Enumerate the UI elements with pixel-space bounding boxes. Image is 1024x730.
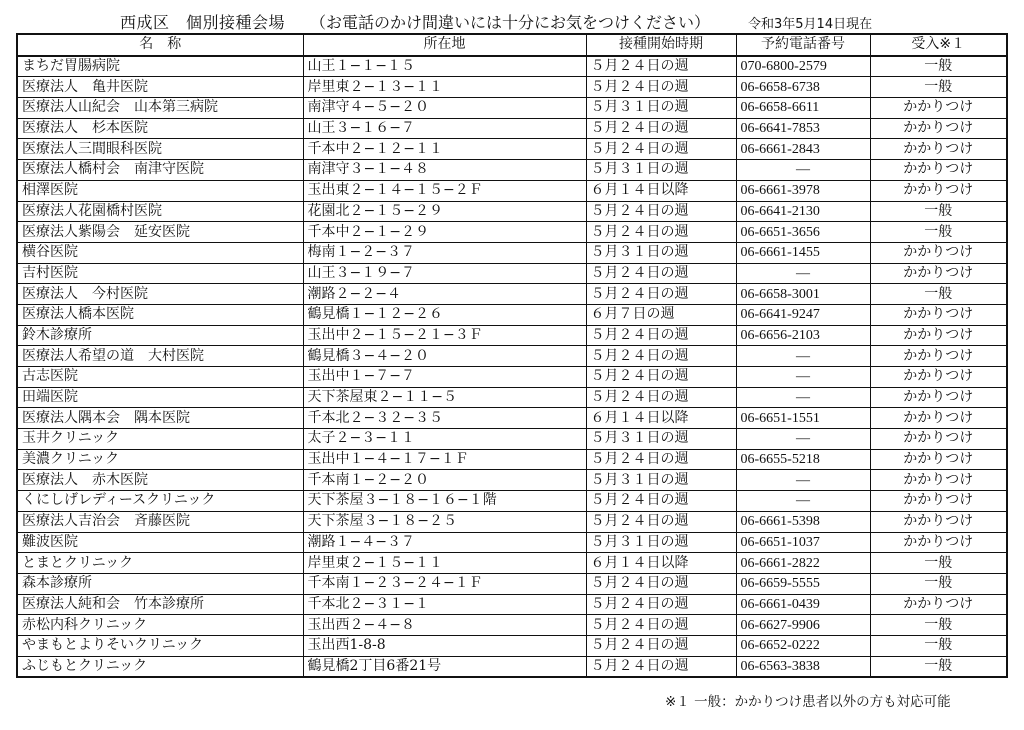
clinic-address: 南津守３−１−４８ bbox=[303, 160, 586, 181]
table-row bbox=[17, 635, 1007, 656]
start-period: ５月２４日の週 bbox=[586, 118, 736, 139]
reservation-phone: 06-6661-5398 bbox=[736, 511, 870, 532]
clinic-address: 玉出中１−７−７ bbox=[303, 367, 586, 388]
clinic-name: 医療法人 杉本医院 bbox=[17, 118, 303, 139]
clinic-address: 山王３−１９−７ bbox=[303, 263, 586, 284]
clinic-name: 医療法人 亀井医院 bbox=[17, 77, 303, 98]
table-row bbox=[17, 656, 1007, 677]
column-header-accept: 受入※１ bbox=[870, 34, 1007, 56]
clinic-name: 田端医院 bbox=[17, 387, 303, 408]
reservation-phone: 06-6627-9906 bbox=[736, 615, 870, 636]
clinic-name: 相澤医院 bbox=[17, 180, 303, 201]
clinic-name: 医療法人 今村医院 bbox=[17, 284, 303, 305]
reservation-phone: 06-6661-2822 bbox=[736, 553, 870, 574]
acceptance-type: 一般 bbox=[870, 201, 1007, 222]
start-period: ５月２４日の週 bbox=[586, 573, 736, 594]
start-period: ６月１４日以降 bbox=[586, 408, 736, 429]
reservation-phone: 06-6658-6738 bbox=[736, 77, 870, 98]
table-row bbox=[17, 553, 1007, 574]
clinic-name: とまとクリニック bbox=[17, 553, 303, 574]
table-row bbox=[17, 408, 1007, 429]
acceptance-type: かかりつけ bbox=[870, 491, 1007, 512]
table-row bbox=[17, 284, 1007, 305]
reservation-phone: — bbox=[736, 470, 870, 491]
clinic-name: 美濃クリニック bbox=[17, 449, 303, 470]
reservation-phone: — bbox=[736, 367, 870, 388]
acceptance-type: 一般 bbox=[870, 284, 1007, 305]
reservation-phone: 06-6656-2103 bbox=[736, 325, 870, 346]
clinic-name: 赤松内科クリニック bbox=[17, 615, 303, 636]
reservation-phone: 06-6661-1455 bbox=[736, 242, 870, 263]
table-row bbox=[17, 304, 1007, 325]
clinic-address: 山王１−１−１５ bbox=[303, 56, 586, 77]
clinic-address: 潮路２−２−４ bbox=[303, 284, 586, 305]
clinic-name: 医療法人 赤木医院 bbox=[17, 470, 303, 491]
document-title: 西成区 個別接種会場 bbox=[120, 13, 286, 32]
acceptance-type: 一般 bbox=[870, 615, 1007, 636]
table-row bbox=[17, 160, 1007, 181]
clinic-name: 森本診療所 bbox=[17, 573, 303, 594]
acceptance-type: かかりつけ bbox=[870, 160, 1007, 181]
acceptance-type: 一般 bbox=[870, 77, 1007, 98]
table-row bbox=[17, 325, 1007, 346]
reservation-phone: 06-6661-2843 bbox=[736, 139, 870, 160]
reservation-phone: — bbox=[736, 346, 870, 367]
table-row bbox=[17, 367, 1007, 388]
table-row bbox=[17, 56, 1007, 77]
column-header-start: 接種開始時期 bbox=[586, 34, 736, 56]
clinic-address: 天下茶屋東２−１１−５ bbox=[303, 387, 586, 408]
acceptance-type: かかりつけ bbox=[870, 118, 1007, 139]
reservation-phone: 06-6661-0439 bbox=[736, 594, 870, 615]
reservation-phone: 070-6800-2579 bbox=[736, 56, 870, 77]
reservation-phone: — bbox=[736, 491, 870, 512]
reservation-phone: 06-6659-5555 bbox=[736, 573, 870, 594]
reservation-phone: 06-6651-1037 bbox=[736, 532, 870, 553]
reservation-phone: 06-6563-3838 bbox=[736, 656, 870, 677]
table-row bbox=[17, 491, 1007, 512]
table-row bbox=[17, 532, 1007, 553]
clinic-name: 医療法人吉治会 斉藤医院 bbox=[17, 511, 303, 532]
acceptance-type: 一般 bbox=[870, 553, 1007, 574]
acceptance-type: かかりつけ bbox=[870, 346, 1007, 367]
table-row bbox=[17, 118, 1007, 139]
column-header-tel: 予約電話番号 bbox=[736, 34, 870, 56]
reservation-phone: 06-6641-7853 bbox=[736, 118, 870, 139]
column-header-name: 名 称 bbox=[17, 34, 303, 56]
table-row bbox=[17, 98, 1007, 119]
acceptance-type: 一般 bbox=[870, 656, 1007, 677]
acceptance-type: かかりつけ bbox=[870, 263, 1007, 284]
clinic-name: 医療法人純和会 竹本診療所 bbox=[17, 594, 303, 615]
clinic-address: 天下茶屋３−１８−１６−１階 bbox=[303, 491, 586, 512]
start-period: ６月１４日以降 bbox=[586, 553, 736, 574]
acceptance-type: かかりつけ bbox=[870, 242, 1007, 263]
acceptance-type: 一般 bbox=[870, 56, 1007, 77]
clinic-address: 天下茶屋３−１８−２５ bbox=[303, 511, 586, 532]
clinic-name: 医療法人花園橋村医院 bbox=[17, 201, 303, 222]
clinic-address: 千本南１−２３−２４−１Ｆ bbox=[303, 573, 586, 594]
clinic-address: 岸里東２−１３−１１ bbox=[303, 77, 586, 98]
start-period: ６月７日の週 bbox=[586, 304, 736, 325]
acceptance-type: 一般 bbox=[870, 573, 1007, 594]
table-row bbox=[17, 139, 1007, 160]
acceptance-type: かかりつけ bbox=[870, 429, 1007, 450]
clinic-name: やまもとよりそいクリニック bbox=[17, 635, 303, 656]
table-row bbox=[17, 511, 1007, 532]
start-period: ５月２４日の週 bbox=[586, 222, 736, 243]
clinic-address: 玉出中１−４−１７−１Ｆ bbox=[303, 449, 586, 470]
table-row bbox=[17, 263, 1007, 284]
start-period: ５月２４日の週 bbox=[586, 346, 736, 367]
clinic-address: 玉出中２−１５−２１−３Ｆ bbox=[303, 325, 586, 346]
table-row bbox=[17, 449, 1007, 470]
acceptance-type: かかりつけ bbox=[870, 532, 1007, 553]
clinic-address: 潮路１−４−３７ bbox=[303, 532, 586, 553]
table-row bbox=[17, 201, 1007, 222]
reservation-phone: 06-6661-3978 bbox=[736, 180, 870, 201]
reservation-phone: 06-6651-3656 bbox=[736, 222, 870, 243]
clinic-name: 医療法人山紀会 山本第三病院 bbox=[17, 98, 303, 119]
clinic-name: くにしげレディースクリニック bbox=[17, 491, 303, 512]
table-header-row bbox=[17, 34, 1007, 56]
vaccination-sites-table bbox=[16, 33, 1008, 678]
reservation-phone: 06-6652-0222 bbox=[736, 635, 870, 656]
table-row bbox=[17, 77, 1007, 98]
reservation-phone: 06-6641-2130 bbox=[736, 201, 870, 222]
clinic-address: 南津守４−５−２０ bbox=[303, 98, 586, 119]
start-period: ５月２４日の週 bbox=[586, 491, 736, 512]
clinic-name: まちだ胃腸病院 bbox=[17, 56, 303, 77]
reservation-phone: 06-6658-6611 bbox=[736, 98, 870, 119]
clinic-name: 横谷医院 bbox=[17, 242, 303, 263]
clinic-address: 鶴見橋１−１２−２６ bbox=[303, 304, 586, 325]
clinic-name: 医療法人隅本会 隅本医院 bbox=[17, 408, 303, 429]
start-period: ５月２４日の週 bbox=[586, 449, 736, 470]
acceptance-type: かかりつけ bbox=[870, 511, 1007, 532]
table-row bbox=[17, 573, 1007, 594]
table-row bbox=[17, 346, 1007, 367]
start-period: ５月２４日の週 bbox=[586, 511, 736, 532]
clinic-name: 医療法人三間眼科医院 bbox=[17, 139, 303, 160]
reservation-phone: — bbox=[736, 263, 870, 284]
footnote: ※１ 一般：かかりつけ患者以外の方も対応可能 bbox=[665, 694, 951, 710]
acceptance-type: かかりつけ bbox=[870, 408, 1007, 429]
acceptance-type: 一般 bbox=[870, 635, 1007, 656]
clinic-address: 玉出西２−４−８ bbox=[303, 615, 586, 636]
clinic-address: 千本北２−３２−３５ bbox=[303, 408, 586, 429]
clinic-address: 千本北２−３１−１ bbox=[303, 594, 586, 615]
table-row bbox=[17, 387, 1007, 408]
reservation-phone: 06-6651-1551 bbox=[736, 408, 870, 429]
start-period: ５月２４日の週 bbox=[586, 139, 736, 160]
clinic-address: 岸里東２−１５−１１ bbox=[303, 553, 586, 574]
caution-note: （お電話のかけ間違いには十分にお気をつけください） bbox=[310, 13, 711, 32]
start-period: ５月２４日の週 bbox=[586, 387, 736, 408]
as-of-date: 令和3年5月14日現在 bbox=[748, 17, 873, 32]
start-period: ５月３１日の週 bbox=[586, 160, 736, 181]
table-row bbox=[17, 242, 1007, 263]
clinic-address: 鶴見橋３−４−２０ bbox=[303, 346, 586, 367]
clinic-address: 千本中２−１−２９ bbox=[303, 222, 586, 243]
clinic-address: 玉出西1-8-8 bbox=[303, 635, 586, 656]
start-period: ５月２４日の週 bbox=[586, 201, 736, 222]
reservation-phone: 06-6641-9247 bbox=[736, 304, 870, 325]
column-header-address: 所在地 bbox=[303, 34, 586, 56]
reservation-phone: 06-6655-5218 bbox=[736, 449, 870, 470]
clinic-name: 医療法人橋本医院 bbox=[17, 304, 303, 325]
acceptance-type: かかりつけ bbox=[870, 594, 1007, 615]
start-period: ５月２４日の週 bbox=[586, 615, 736, 636]
clinic-address: 花園北２−１５−２９ bbox=[303, 201, 586, 222]
acceptance-type: かかりつけ bbox=[870, 449, 1007, 470]
start-period: ５月３１日の週 bbox=[586, 429, 736, 450]
start-period: ５月２４日の週 bbox=[586, 656, 736, 677]
clinic-name: 医療法人希望の道 大村医院 bbox=[17, 346, 303, 367]
reservation-phone: — bbox=[736, 387, 870, 408]
table-body bbox=[17, 56, 1007, 678]
table-row bbox=[17, 615, 1007, 636]
start-period: ６月１４日以降 bbox=[586, 180, 736, 201]
clinic-name: 鈴木診療所 bbox=[17, 325, 303, 346]
start-period: ５月２４日の週 bbox=[586, 77, 736, 98]
clinic-name: 医療法人紫陽会 延安医院 bbox=[17, 222, 303, 243]
start-period: ５月２４日の週 bbox=[586, 635, 736, 656]
clinic-address: 鶴見橋2丁目6番21号 bbox=[303, 656, 586, 677]
acceptance-type: かかりつけ bbox=[870, 387, 1007, 408]
clinic-name: 難波医院 bbox=[17, 532, 303, 553]
table-row bbox=[17, 470, 1007, 491]
acceptance-type: かかりつけ bbox=[870, 325, 1007, 346]
start-period: ５月３１日の週 bbox=[586, 470, 736, 491]
clinic-name: 古志医院 bbox=[17, 367, 303, 388]
start-period: ５月２４日の週 bbox=[586, 325, 736, 346]
acceptance-type: かかりつけ bbox=[870, 367, 1007, 388]
start-period: ５月３１日の週 bbox=[586, 98, 736, 119]
start-period: ５月２４日の週 bbox=[586, 367, 736, 388]
document-header bbox=[0, 10, 1024, 32]
start-period: ５月２４日の週 bbox=[586, 284, 736, 305]
clinic-name: ふじもとクリニック bbox=[17, 656, 303, 677]
start-period: ５月２４日の週 bbox=[586, 594, 736, 615]
start-period: ５月２４日の週 bbox=[586, 56, 736, 77]
acceptance-type: かかりつけ bbox=[870, 139, 1007, 160]
acceptance-type: かかりつけ bbox=[870, 470, 1007, 491]
clinic-address: 山王３−１６−７ bbox=[303, 118, 586, 139]
table-row bbox=[17, 222, 1007, 243]
start-period: ５月３１日の週 bbox=[586, 242, 736, 263]
clinic-address: 梅南１−２−３７ bbox=[303, 242, 586, 263]
clinic-address: 千本中２−１２−１１ bbox=[303, 139, 586, 160]
reservation-phone: — bbox=[736, 160, 870, 181]
table-row bbox=[17, 594, 1007, 615]
start-period: ５月３１日の週 bbox=[586, 532, 736, 553]
table-row bbox=[17, 180, 1007, 201]
acceptance-type: 一般 bbox=[870, 222, 1007, 243]
acceptance-type: かかりつけ bbox=[870, 98, 1007, 119]
clinic-name: 医療法人橋村会 南津守医院 bbox=[17, 160, 303, 181]
acceptance-type: かかりつけ bbox=[870, 304, 1007, 325]
clinic-name: 吉村医院 bbox=[17, 263, 303, 284]
clinic-name: 玉井クリニック bbox=[17, 429, 303, 450]
clinic-address: 太子２−３−１１ bbox=[303, 429, 586, 450]
clinic-address: 千本南１−２−２０ bbox=[303, 470, 586, 491]
table-row bbox=[17, 429, 1007, 450]
acceptance-type: かかりつけ bbox=[870, 180, 1007, 201]
start-period: ５月２４日の週 bbox=[586, 263, 736, 284]
clinic-address: 玉出東２−１４−１５−２Ｆ bbox=[303, 180, 586, 201]
reservation-phone: — bbox=[736, 429, 870, 450]
reservation-phone: 06-6658-3001 bbox=[736, 284, 870, 305]
